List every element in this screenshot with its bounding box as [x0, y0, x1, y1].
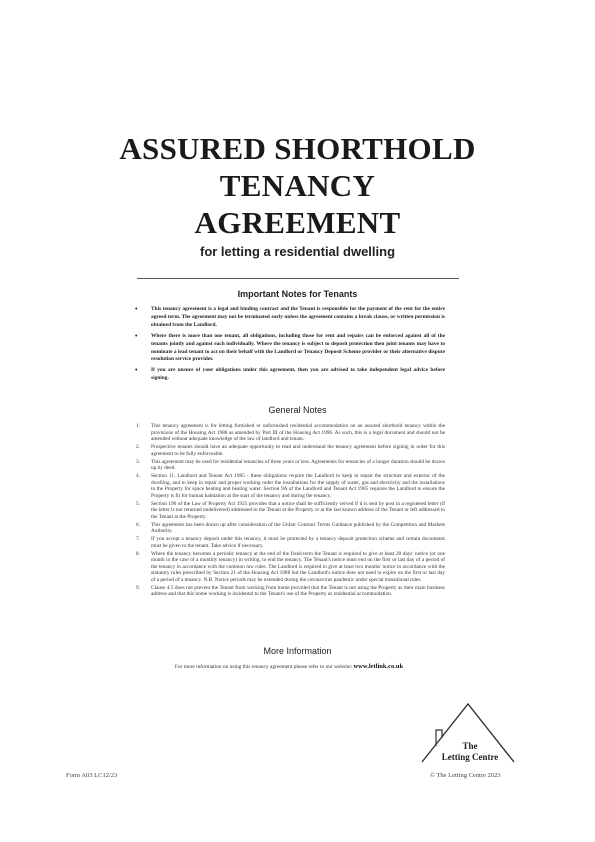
note-text: Where the tenancy becomes a periodic tenancy at the end of the fixed term the Tenant is required to give at least 28 days' notice (or one month in the case of a monthly tenancy) in writing, to end the tenancy. The Tenant's notice must end on the first or last day of a period of the tenancy in accordance with the common law rules. The Landlord is required to give at least two months' notice in accordance with the statutory rules prescribed by Section 21 of the Housing Act 1988 but the Landlord's notice does not need to expire on the first or last day of a period of a tenancy. N.B. Notice periods may be extended during the coronavirus pandemic under special transitional rules.: [151, 550, 445, 583]
important-notes-heading: Important Notes for Tenants: [237, 289, 358, 299]
important-note-text: This tenancy agreement is a legal and binding contract and the Tenant is responsible for the payment of the rent for the entire agreed term. The agreement may not be terminated early unless the agreement contains a break clause, or written permission is obtained from the Landlord.: [151, 306, 445, 328]
note-text: If you accept a tenancy deposit under this tenancy, it must be protected by a tenancy deposit protection scheme and certain documents must be given to the tenant. Take advice if necessary.: [151, 536, 445, 549]
important-note: [133, 367, 445, 383]
general-note: [133, 473, 445, 499]
note-text: This agreement has been drawn up after consideration of the Unfair Contract Terms Guidance published by the Competition and Markets Authority.: [151, 521, 445, 535]
general-note: [133, 423, 445, 443]
logo-line-1: The: [462, 741, 478, 751]
note-number: 4.: [136, 473, 140, 479]
note-number: 9.: [136, 584, 140, 591]
general-note: [133, 536, 445, 549]
note-number: 6.: [136, 521, 140, 528]
document-subtitle: for letting a residential dwelling: [199, 244, 396, 259]
note-text: This tenancy agreement is for letting furnished or unfurnished residential accommodation on an assured shorthold tenancy within the provisions of the Housing Act 1988 as amended by Part III of the Housing Act 1996. As such, this is a legal document and should not be amended without adequate knowledge of the law of landlord and tenant.: [151, 423, 445, 443]
note-text: Clause 4.5 does not prevent the Tenant from working from home provided that the Tenant is not using the Property as their main business address and that this home working is incidental to the Tenant's use of the Property as residential accommodation.: [151, 584, 445, 598]
important-note: [133, 333, 445, 365]
copyright-notice: © The Letting Centre 2023: [430, 772, 501, 779]
note-text: This agreement may be used for residential tenancies of three years or less. Agreements for tenancies of a longer duration should be drawn up by deed.: [151, 458, 445, 472]
general-notes-list: [133, 423, 445, 599]
general-note: [133, 551, 445, 584]
form-identifier: Form A03 LC12/23: [66, 772, 118, 779]
general-note: [133, 522, 445, 535]
note-number: 3.: [136, 458, 140, 465]
note-number: 2.: [136, 444, 140, 451]
general-notes-heading: General Notes: [268, 405, 327, 415]
bullet-icon: •: [135, 305, 138, 313]
important-note-text: Where there is more than one tenant, all obligations, including those for rent and repairs can be enforced against all of the tenants jointly and against each individually. Where the tenancy is subject to deposit protection then joint tenants may have to nominate a lead tenant to act on their behalf with the Landlord or Tenancy Deposit Scheme provider or their alternative dispute resolution service provider.: [151, 332, 445, 363]
general-note: [133, 501, 445, 521]
logo-line-2: Letting Centre: [441, 752, 499, 762]
note-text: Section 196 of the Law of Property Act 1925 provides that a notice shall be sufficiently served if it is sent by post in a registered letter (if the letter is not returned undelivered) addressed to the Tenant at the Property or at the last known address of the Tenant or left addressed to the Tenant at the Property.: [151, 500, 445, 520]
divider: [137, 278, 459, 279]
bullet-icon: •: [135, 331, 138, 340]
document-title: [0, 130, 595, 241]
note-text: Prospective tenants should have an adequate opportunity to read and understand the tenancy agreement before signing in order for this agreement to be fully enforceable.: [151, 444, 445, 457]
bullet-icon: •: [135, 366, 138, 375]
website-link[interactable]: www.letlink.co.uk: [353, 663, 404, 670]
title-line-3: AGREEMENT: [194, 205, 401, 240]
more-information-text: [133, 663, 445, 670]
note-number: 1.: [136, 423, 140, 429]
letting-centre-logo: [430, 741, 510, 763]
more-information-sentence: For more information on using this tenancy agreement please refer to our website:: [174, 664, 353, 670]
general-note: [133, 444, 445, 457]
title-line-2: TENANCY: [219, 168, 376, 203]
important-note-text: If you are unsure of your obligations under this agreement, then you are advised to take independent legal advice before signing.: [151, 367, 445, 382]
note-text: Section 11, Landlord and Tenant Act 1985 - these obligations require the Landlord to keep in repair the structure and exterior of the dwelling, and to keep in repair and proper working order the installations for the supply of water, gas and electricity and the installations in the Property for space heating and heating water. Section 9A of the Landlord and Tenant Act 1985 requires the Landlord to ensure the Property is fit for human habitation at the start of the tenancy and during the tenancy.: [151, 473, 445, 499]
title-line-1: ASSURED SHORTHOLD: [119, 131, 476, 166]
important-note: [133, 306, 445, 330]
note-number: 8.: [136, 550, 140, 557]
general-note: [133, 459, 445, 472]
important-notes-list: [133, 306, 445, 386]
general-note: [133, 585, 445, 598]
note-number: 5.: [136, 500, 140, 507]
note-number: 7.: [136, 536, 140, 543]
more-information-heading: More Information: [263, 646, 332, 656]
